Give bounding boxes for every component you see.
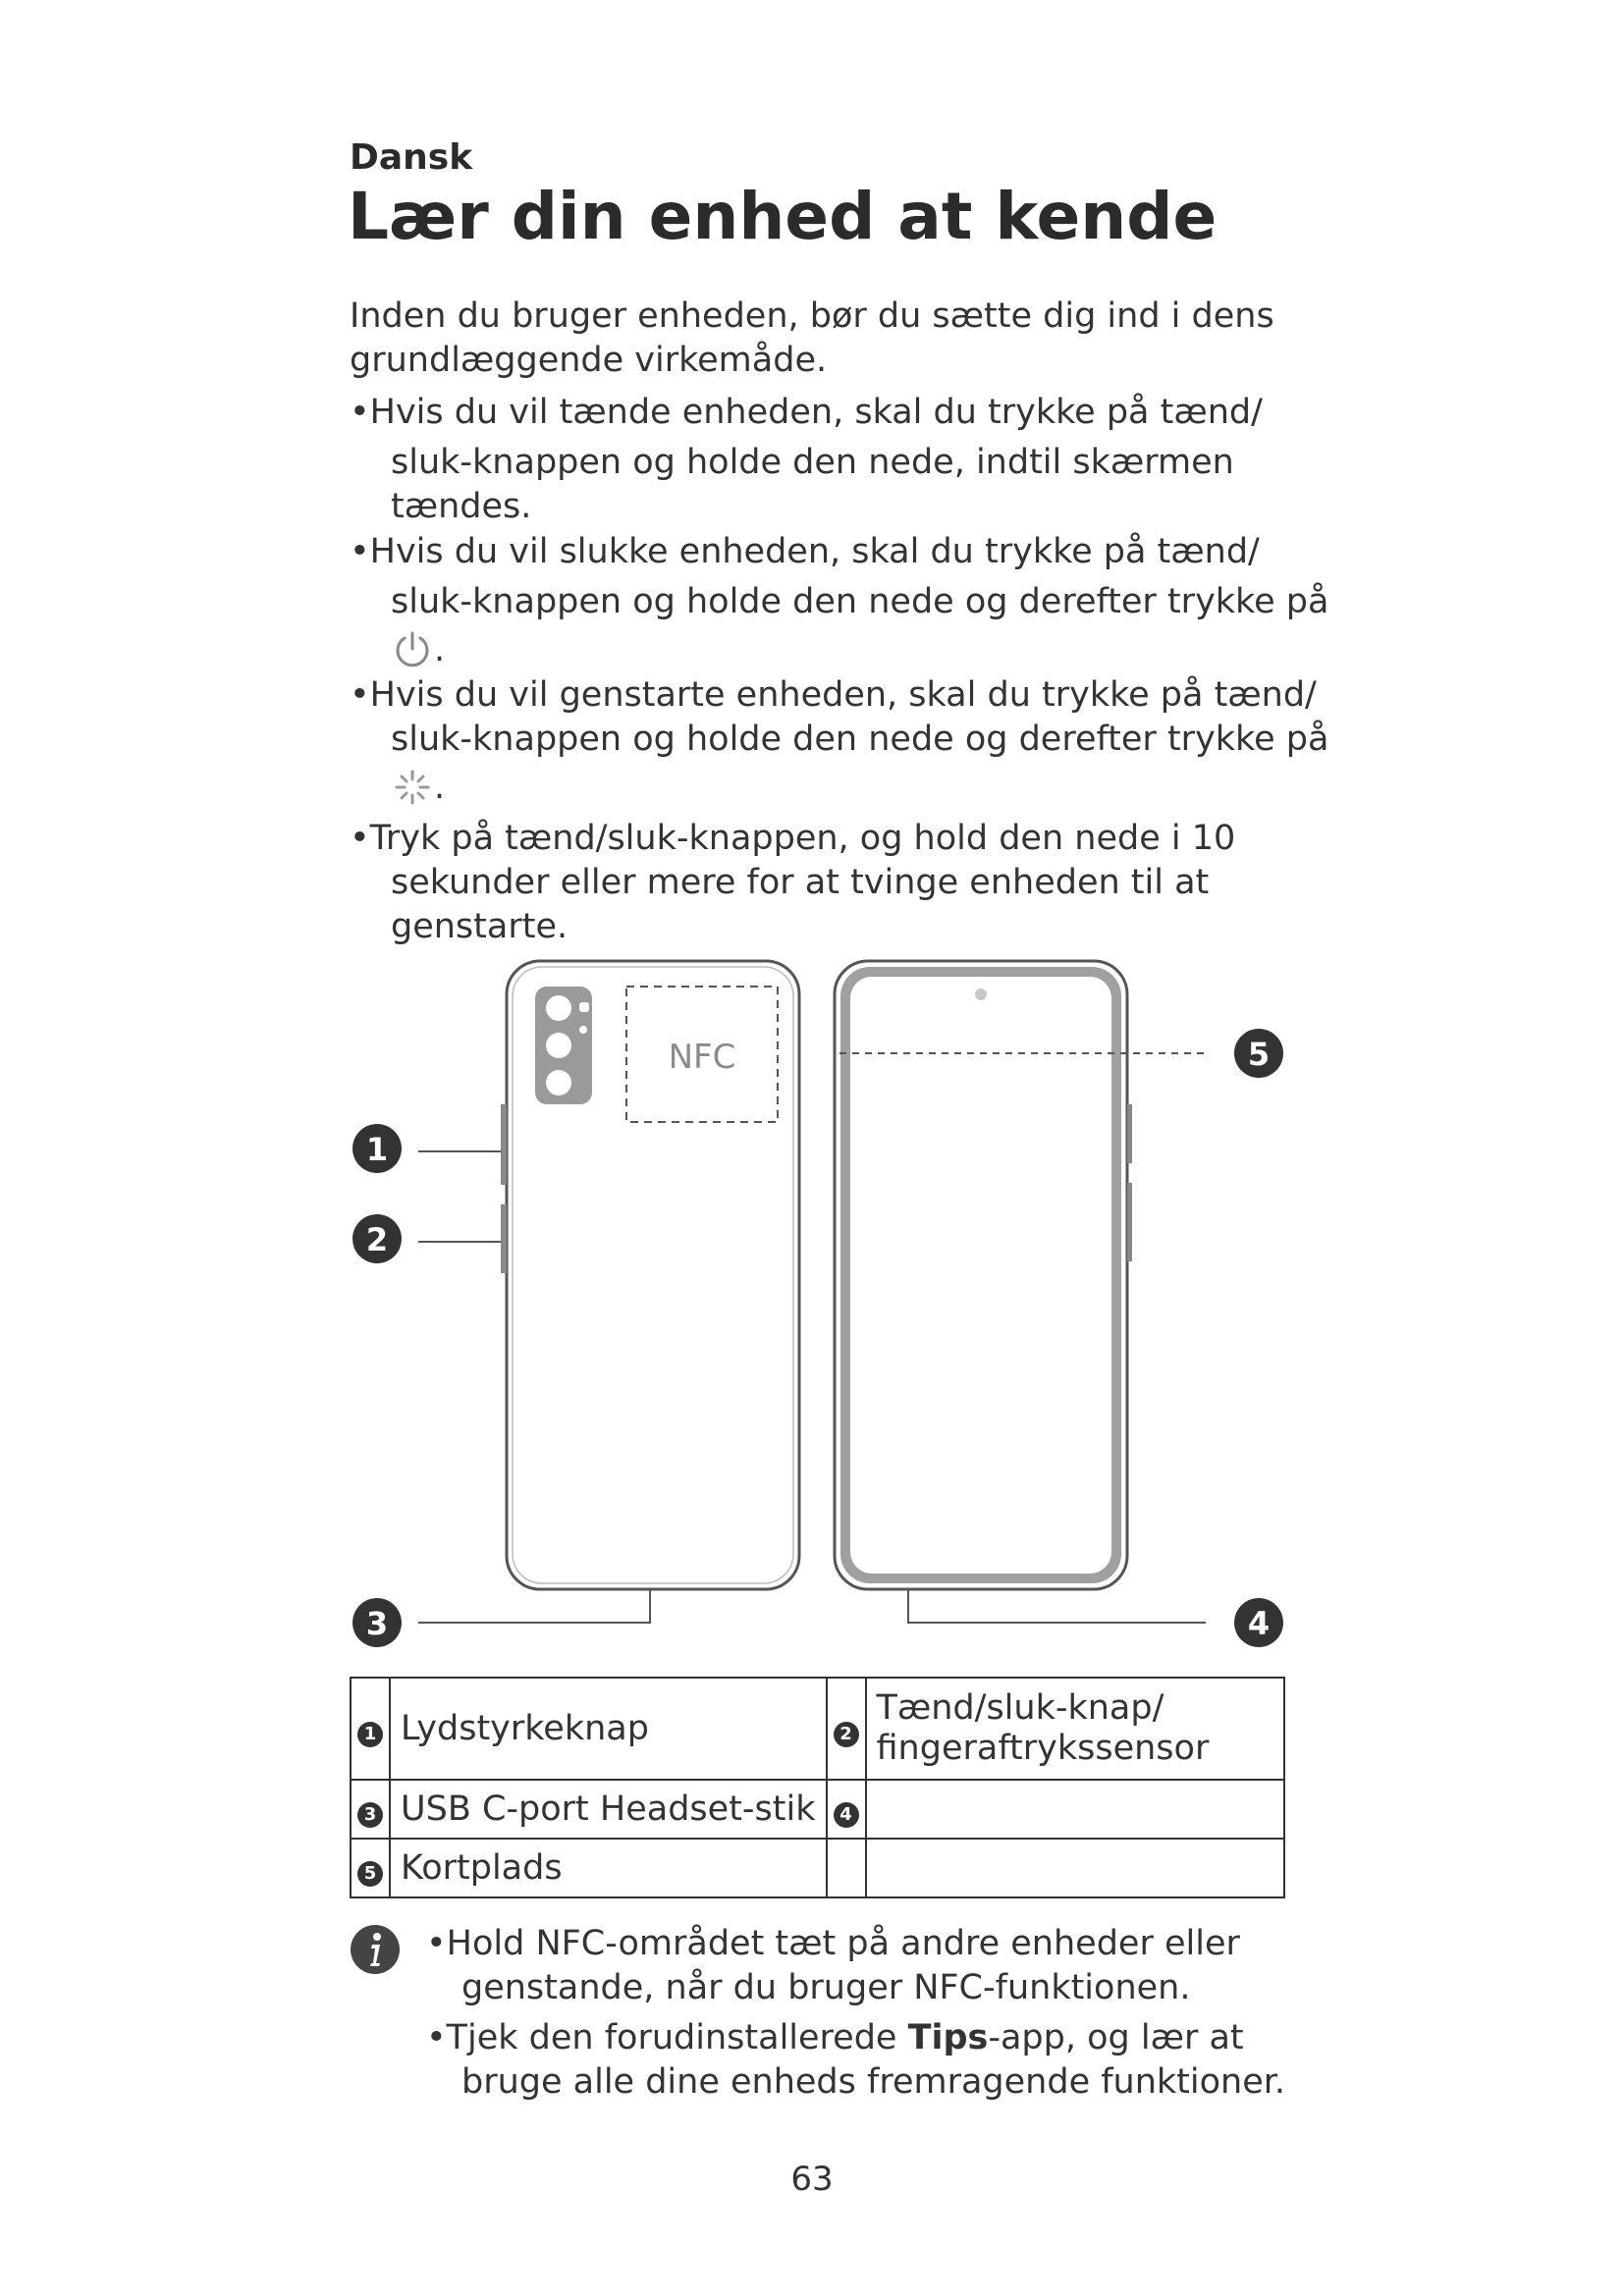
- tip-app-name: Tips: [907, 2018, 989, 2057]
- legend-label-3: USB C-port Headset-stik: [390, 1780, 827, 1839]
- callout-4: [1234, 1598, 1283, 1647]
- tip-app-line-2: bruge alle dine enheds fremragende funktioner.: [461, 2062, 1286, 2102]
- legend-label-5: Kortplads: [390, 1839, 827, 1897]
- side-button-front-2: [1127, 1183, 1132, 1261]
- bullet-force-restart-line-1: •Tryk på tænd/sluk-knappen, og hold den nede i 10: [350, 819, 1236, 858]
- side-button-front: [1127, 1104, 1132, 1163]
- callout-line-4: [908, 1589, 1206, 1623]
- tip-app-line-1: [426, 2016, 1329, 2060]
- legend-num-2: 2: [827, 1678, 866, 1780]
- callout-line-3: [418, 1589, 650, 1623]
- legend-table: [350, 1677, 1285, 1898]
- bullet-power-on-line-1: •Hvis du vil tænde enheden, skal du trykke på tænd/: [350, 393, 1263, 432]
- table-row: [351, 1780, 1284, 1839]
- bullet-power-on-line-2: sluk-knappen og holde den nede, indtil skærmen: [391, 443, 1234, 482]
- bullet-power-on-line-3: tændes.: [391, 487, 532, 526]
- legend-label-2: [866, 1678, 1285, 1780]
- nfc-label: NFC: [668, 1038, 736, 1077]
- bullet-power-off: [350, 530, 1331, 675]
- camera-lens-1: [546, 995, 571, 1021]
- bullet-restart-line-2: sluk-knappen og holde den nede og derefter trykke på: [391, 720, 1329, 759]
- camera-lens-2: [546, 1033, 571, 1058]
- camera-lens-3: [546, 1070, 571, 1095]
- callout-5: [1234, 1029, 1283, 1078]
- callout-2: [352, 1214, 402, 1263]
- table-row: [351, 1839, 1284, 1897]
- legend-num-4: 4: [827, 1780, 866, 1839]
- tip-nfc-line-1: •Hold NFC-området tæt på andre enheder eller: [426, 1924, 1240, 1963]
- bullet-restart-line-1: •Hvis du vil genstarte enheden, skal du trykke på tænd/: [350, 675, 1317, 715]
- svg-text:4: 4: [1247, 1605, 1271, 1642]
- legend-label-4: [866, 1780, 1285, 1839]
- legend-num-1: 1: [351, 1678, 390, 1780]
- info-icon: [350, 1924, 401, 1975]
- bullet-power-off-line-2: sluk-knappen og holde den nede og derefter trykke på: [391, 582, 1329, 621]
- device-diagram: [334, 947, 1296, 1654]
- bullet-restart-icon-line: [350, 762, 1331, 813]
- intro-line-1: Inden du bruger enheden, bør du sætte dig ind i dens: [350, 296, 1274, 336]
- tip-app-prefix: •Tjek den forudinstallerede: [426, 2018, 908, 2057]
- phone-screen: [850, 977, 1111, 1574]
- page-number: 63: [790, 2160, 834, 2199]
- tips-text: [426, 1922, 1329, 2105]
- bullet-restart-suffix: .: [434, 767, 446, 807]
- restart-icon: [391, 766, 434, 809]
- legend-empty-num: [827, 1839, 866, 1897]
- bullet-force-restart-line-2: sekunder eller mere for at tvinge enheden til at: [391, 863, 1210, 902]
- legend-label-1: Lydstyrkeknap: [390, 1678, 827, 1780]
- bullet-power-off-icon-line: [350, 624, 1331, 675]
- tip-app-suffix: -app, og lær at: [988, 2018, 1244, 2057]
- intro-paragraph: [350, 294, 1331, 383]
- camera-flash: [579, 1002, 589, 1012]
- svg-text:1: 1: [365, 1131, 389, 1168]
- callout-1: [352, 1124, 402, 1173]
- bullet-restart: [350, 673, 1331, 813]
- camera-sensor: [579, 1026, 587, 1034]
- bullet-force-restart: [350, 817, 1331, 949]
- intro-line-2: grundlæggende virkemåde.: [350, 341, 828, 380]
- front-camera: [975, 988, 987, 1000]
- bullet-force-restart-line-3: genstarte.: [391, 907, 568, 946]
- svg-text:2: 2: [365, 1221, 389, 1258]
- power-icon: [391, 628, 434, 671]
- tip-nfc-line-2: genstande, når du bruger NFC-funktionen.: [461, 1968, 1191, 2007]
- svg-text:3: 3: [365, 1605, 389, 1642]
- volume-button-back: [501, 1104, 507, 1185]
- bullet-power-off-line-1: •Hvis du vil slukke enheden, skal du trykke på tænd/: [350, 532, 1260, 571]
- legend-label-2-line-2: fingeraftrykssensor: [876, 1729, 1210, 1768]
- section-label: Dansk: [350, 137, 473, 178]
- legend-label-2-line-1: Tænd/sluk-knap/: [876, 1688, 1164, 1728]
- svg-text:5: 5: [1247, 1036, 1271, 1073]
- table-row: [351, 1678, 1284, 1780]
- legend-num-3: 3: [351, 1780, 390, 1839]
- legend-num-5: 5: [351, 1839, 390, 1897]
- legend-empty-label: [866, 1839, 1285, 1897]
- bullet-power-off-suffix: .: [434, 629, 446, 669]
- power-button-back: [501, 1204, 507, 1273]
- bullet-power-on: [350, 391, 1331, 529]
- page-title: Lær din enhed at kende: [348, 179, 1218, 254]
- callout-3: [352, 1598, 402, 1647]
